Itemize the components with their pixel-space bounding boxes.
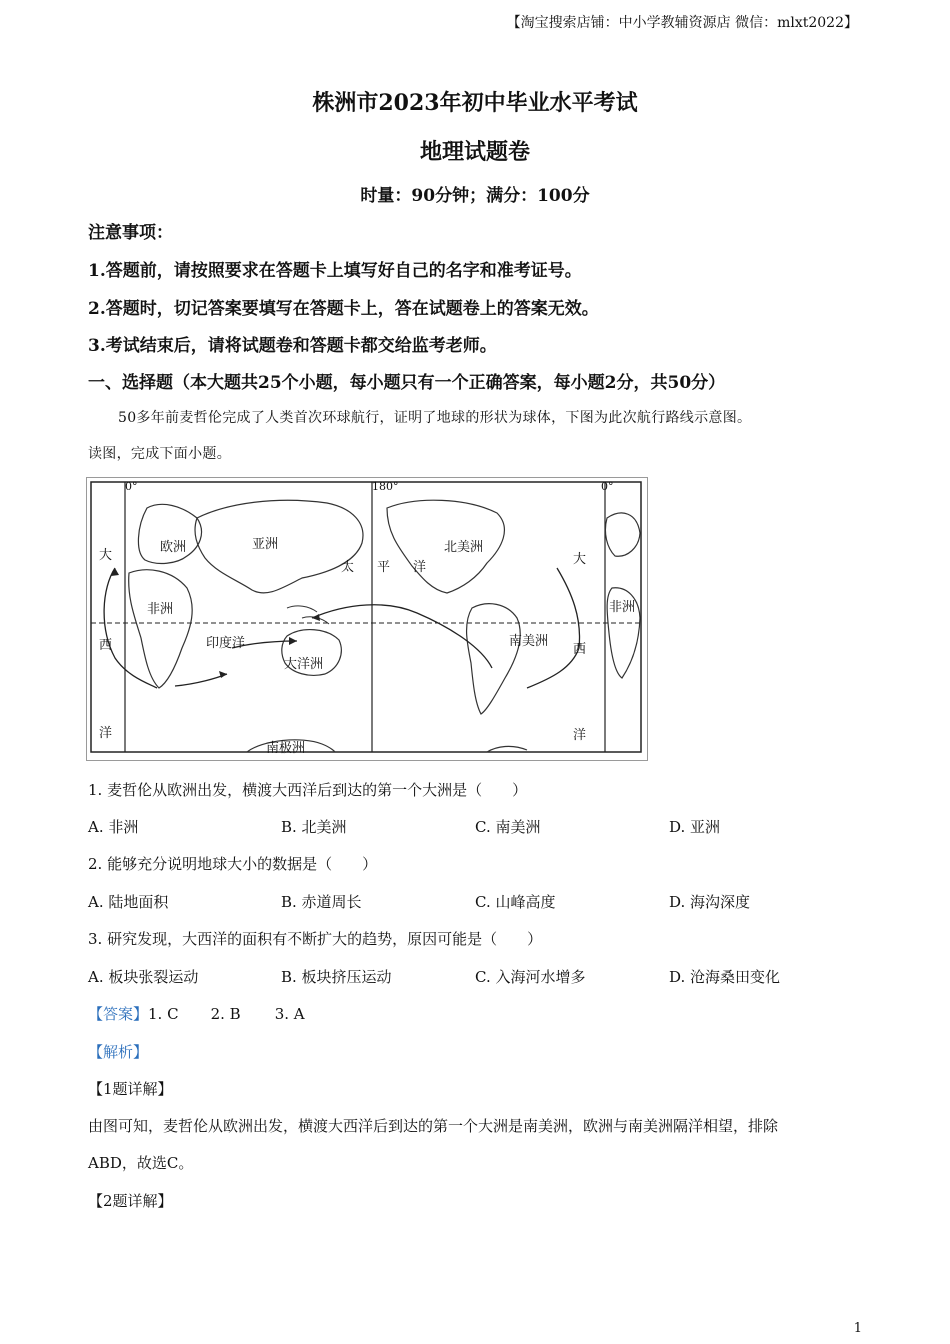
- option: D. 海沟深度: [669, 893, 751, 911]
- lon-label: 0°: [125, 480, 138, 493]
- map-label: 平: [377, 560, 391, 575]
- option: D. 亚洲: [669, 818, 721, 836]
- option: A. 非洲: [88, 818, 139, 836]
- option: B. 赤道周长: [281, 893, 362, 911]
- answer-label: 【答案】: [88, 1005, 149, 1023]
- detail-text: ABD，故选C。: [88, 1154, 194, 1172]
- map-label: 西: [99, 638, 113, 653]
- map-label: 北美洲: [444, 540, 484, 555]
- answer-item: 3. A: [274, 1005, 305, 1023]
- map-label: 太: [341, 560, 355, 575]
- notice-item: 1.答题前，请按照要求在答题卡上填写好自己的名字和准考证号。: [88, 261, 582, 281]
- option: B. 板块挤压运动: [281, 968, 392, 986]
- map-label: 亚洲: [252, 537, 279, 552]
- map-label: 南极洲: [266, 741, 306, 756]
- intro-text: 50多年前麦哲伦完成了人类首次环球航行，证明了地球的形状为球体，下图为此次航行路线示意图。: [118, 410, 752, 426]
- option: B. 北美洲: [281, 818, 347, 836]
- option: A. 板块张裂运动: [88, 968, 199, 986]
- question-stem: 3. 研究发现，大西洋的面积有不断扩大的趋势，原因可能是（ ）: [88, 930, 543, 948]
- map-label: 非洲: [147, 602, 174, 617]
- map-label: 大洋洲: [284, 657, 324, 672]
- answer-item: 1. C: [148, 1005, 179, 1023]
- exam-subtitle: 地理试题卷: [419, 139, 530, 165]
- map-label: 非洲: [609, 600, 636, 615]
- option: C. 南美洲: [475, 818, 541, 836]
- option: D. 沧海桑田变化: [669, 968, 781, 986]
- detail-label: 【2题详解】: [88, 1192, 173, 1210]
- map-label: 洋: [573, 728, 587, 743]
- section-heading: 一、选择题（本大题共25个小题，每小题只有一个正确答案，每小题2分，共50分）: [88, 373, 726, 393]
- map-drawing: [87, 478, 647, 760]
- lon-label: 0°: [601, 480, 614, 493]
- map-label: 大: [573, 552, 587, 567]
- exam-title: 株洲市2023年初中毕业水平考试: [312, 90, 638, 116]
- notice-heading: 注意事项：: [88, 223, 173, 243]
- option: C. 山峰高度: [475, 893, 556, 911]
- map-label: 印度洋: [206, 636, 246, 651]
- option: A. 陆地面积: [88, 893, 169, 911]
- analysis-label: 【解析】: [88, 1043, 149, 1061]
- map-label: 欧洲: [160, 540, 187, 555]
- map-label: 大: [99, 548, 113, 563]
- lon-label: 180°: [372, 480, 399, 493]
- map-label: 洋: [413, 560, 427, 575]
- question-stem: 2. 能够充分说明地球大小的数据是（ ）: [88, 855, 378, 873]
- answer-item: 2. B: [210, 1005, 241, 1023]
- page-number: 1: [853, 1321, 862, 1336]
- map-label: 西: [573, 642, 587, 657]
- intro-text: 读图，完成下面小题。: [88, 446, 231, 462]
- notice-item: 3.考试结束后，请将试题卷和答题卡都交给监考老师。: [88, 336, 497, 356]
- answer-line: [88, 1003, 305, 1024]
- option: C. 入海河水增多: [475, 968, 586, 986]
- map-label: 洋: [99, 726, 113, 741]
- notice-item: 2.答题时，切记答案要填写在答题卡上，答在试题卷上的答案无效。: [88, 299, 599, 319]
- header-note: 【淘宝搜索店铺：中小学教辅资源店 微信：mlxt2022】: [506, 15, 858, 31]
- detail-text: 由图可知，麦哲伦从欧洲出发，横渡大西洋后到达的第一个大洲是南美洲，欧洲与南美洲隔洋相望，排除: [88, 1117, 779, 1135]
- time-score: 时量：90分钟；满分：100分: [360, 186, 590, 206]
- magellan-route-map: [86, 477, 648, 761]
- question-stem: 1. 麦哲伦从欧洲出发，横渡大西洋后到达的第一个大洲是（ ）: [88, 781, 528, 799]
- detail-label: 【1题详解】: [88, 1080, 173, 1098]
- map-label: 南美洲: [509, 634, 549, 649]
